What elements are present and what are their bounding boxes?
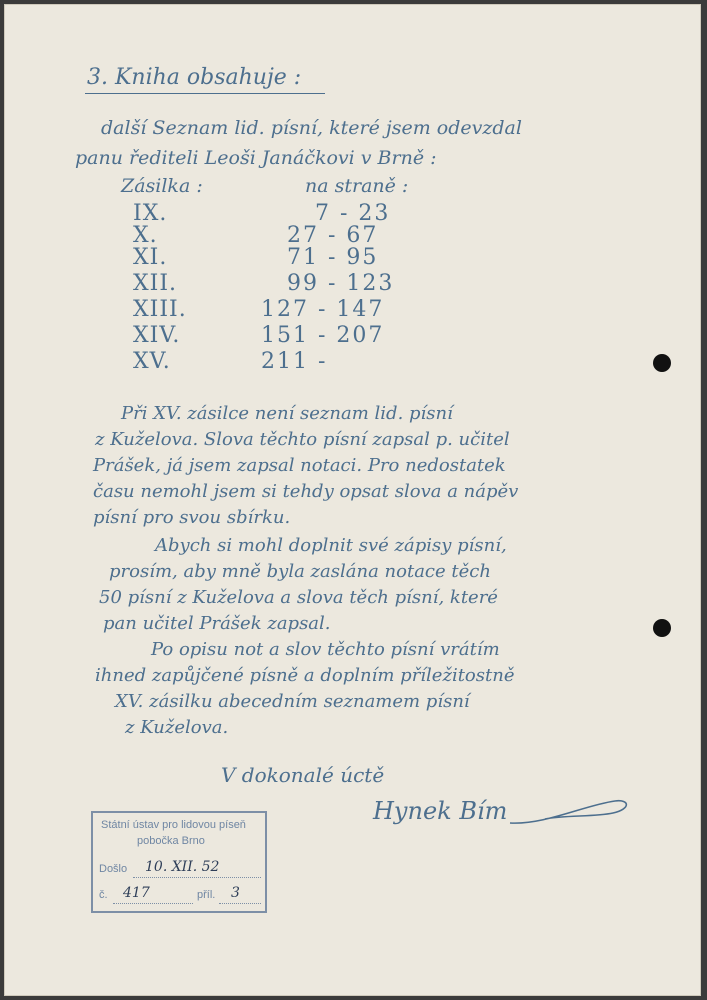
table-row-pages: 71 - 95 [287, 245, 379, 270]
table-row-roman: XIII. [133, 297, 187, 322]
archive-stamp [91, 811, 267, 913]
document-page [4, 4, 701, 996]
signature-flourish [505, 795, 635, 835]
stamp-number-label: č. [99, 889, 108, 901]
stamp-number-rule [113, 903, 193, 904]
body-line: písní pro svou sbírku. [93, 507, 291, 528]
section-heading: 3. Kniha obsahuje : [87, 65, 302, 90]
stamp-attachments-label: příl. [197, 889, 216, 901]
body-line: času nemohl jsem si tehdy opsat slova a nápěv [93, 481, 519, 502]
table-row-pages: 151 - 207 [261, 323, 385, 348]
stamp-attachments-value: 3 [231, 885, 240, 901]
table-row-pages: 211 - [261, 349, 328, 374]
body-line: ihned zapůjčené písně a doplním příležitostně [95, 665, 515, 686]
table-row-pages: 127 - 147 [261, 297, 385, 322]
punch-hole [653, 619, 671, 637]
body-line: Abych si mohl doplnit své zápisy písní, [155, 535, 507, 556]
closing-salutation: V dokonalé úctě [221, 763, 385, 787]
stamp-date-rule [133, 877, 261, 878]
body-line: XV. zásilku abecedním seznamem písní [115, 691, 470, 712]
body-line: 50 písní z Kuželova a slova těch písní, které [99, 587, 498, 608]
stamp-branch: pobočka Brno [137, 835, 205, 847]
body-line: z Kuželova. Slova těchto písní zapsal p. učitel [95, 429, 510, 450]
table-row-roman: X. [133, 223, 158, 248]
table-row-roman: XV. [133, 349, 171, 374]
intro-line-2: panu řediteli Leoši Janáčkovi v Brně : [75, 147, 437, 169]
table-row-roman: XIV. [133, 323, 181, 348]
stamp-number-value: 417 [123, 885, 150, 901]
body-line: Při XV. zásilce není seznam lid. písní [121, 403, 453, 424]
stamp-attachments-rule [219, 903, 261, 904]
body-line: Prášek, já jsem zapsal notaci. Pro nedostatek [93, 455, 506, 476]
table-row-roman: XI. [133, 245, 168, 270]
table-row-pages: 27 - 67 [287, 223, 379, 248]
table-header-pages: na straně : [305, 175, 409, 197]
stamp-date-label: Došlo [99, 863, 128, 875]
body-line: z Kuželova. [125, 717, 229, 738]
stamp-institution: Státní ústav pro lidovou píseň [101, 819, 246, 831]
table-row-roman: XII. [133, 271, 178, 296]
intro-line-1: další Seznam lid. písní, které jsem odevzdal [101, 117, 522, 139]
body-line: pan učitel Prášek zapsal. [103, 613, 331, 634]
signature: Hynek Bím [373, 797, 508, 825]
table-header-shipment: Zásilka : [121, 175, 203, 197]
heading-underline [85, 93, 325, 94]
body-line: prosím, aby mně byla zaslána notace těch [109, 561, 491, 582]
stamp-date-value: 10. XII. 52 [145, 859, 220, 875]
table-row-pages: 7 - 23 [315, 201, 391, 226]
table-row-roman: IX. [133, 201, 168, 226]
punch-hole [653, 354, 671, 372]
table-row-pages: 99 - 123 [287, 271, 395, 296]
body-line: Po opisu not a slov těchto písní vrátím [151, 639, 500, 660]
